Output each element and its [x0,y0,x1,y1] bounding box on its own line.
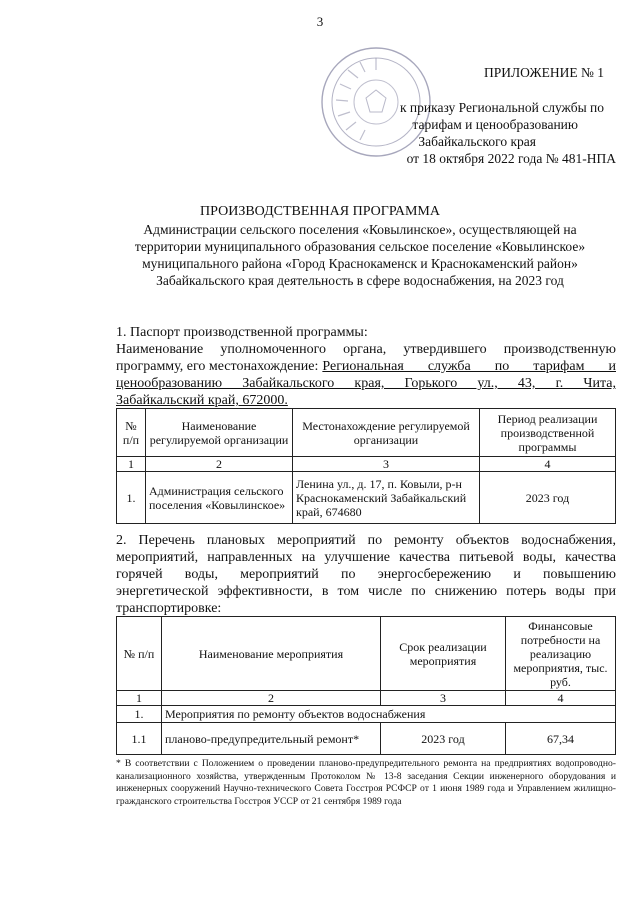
activities-table-row [117,723,616,755]
activities-header-num: № п/п [117,617,162,691]
section1-line-1: Наименование уполномоченного органа, утвердившего производственную [116,342,616,357]
activities-row-term: 2023 год [381,723,506,755]
activities-table-numbering-row [117,691,616,706]
activities-numbering-3: 3 [381,691,506,706]
passport-table-row [117,472,616,524]
appendix-line-1: к приказу Региональной службы по [399,100,604,115]
activities-row-amount: 67,34 [506,723,616,755]
appendix-line-3: Забайкальского края [418,134,536,149]
appendix-line-2: тарифам и ценообразованию [412,117,578,132]
passport-numbering-2: 2 [146,457,293,472]
appendix-line-4: от 18 октября 2022 года № 481-НПА [406,151,616,166]
passport-header-period: Период реализации производственной программы [480,409,616,457]
section2-line-2: мероприятий, направленных на улучшение качества питьевой воды, качества [116,550,616,565]
passport-row-period: 2023 год [480,472,616,524]
passport-table-header-row [117,409,616,457]
activities-group-num: 1. [117,706,162,723]
passport-row-address: Ленина ул., д. 17, п. Ковыли, р-н Краснокаменский Забайкальский край, 674680 [293,472,480,524]
passport-header-address: Местонахождение регулируемой организации [293,409,480,457]
passport-numbering-4: 4 [480,457,616,472]
activities-table-group-row [117,706,616,723]
activities-header-name: Наименование мероприятия [162,617,381,691]
section1-line-3: ценообразованию Забайкальского края, Горького ул., 43, г. Чита, [116,376,616,391]
document-title: ПРОИЗВОДСТВЕННАЯ ПРОГРАММА [200,204,440,219]
passport-row-num: 1. [117,472,146,524]
section1-line-2 [116,358,616,375]
activities-header-term: Срок реализации мероприятия [381,617,506,691]
section2-line-1: 2. Перечень плановых мероприятий по ремонту объектов водоснабжения, [116,533,616,548]
section2-line-3: горячей воды, мероприятий по энергосбережению и повышению [116,567,616,582]
passport-numbering-1: 1 [117,457,146,472]
passport-row-org: Администрация сельского поселения «Ковылинское» [146,472,293,524]
activities-numbering-1: 1 [117,691,162,706]
section1-heading: 1. Паспорт производственной программы: [116,325,368,340]
appendix-title: ПРИЛОЖЕНИЕ № 1 [483,65,604,80]
section1-line-2-plain: программу, его местонахождение: [116,359,319,374]
activities-row-num: 1.1 [117,723,162,755]
section2-line-5: транспортировке: [116,601,222,616]
section1-line-4: Забайкальский край, 672000. [116,393,288,408]
activities-numbering-2: 2 [162,691,381,706]
activities-header-amount: Финансовые потребности на реализацию мероприятия, тыс. руб. [506,617,616,691]
passport-table [116,408,616,524]
activities-group-label: Мероприятия по ремонту объектов водоснабжения [162,706,616,723]
passport-header-org: Наименование регулируемой организации [146,409,293,457]
section2-line-4: энергетической эффективности, в том числе по снижению потерь воды при [116,584,616,599]
passport-numbering-3: 3 [293,457,480,472]
section1-line-2-underlined: Региональная служба по тарифам и [322,359,616,374]
document-subtitle: Администрации сельского поселения «Ковылинское», осуществляющей на территории муниципального образования сельское поселение «Ковылинское» муниципального района «Город Краснокаменск и Краснокаменский район» Забайкальского края деятельность в сфере водоснабжения, на 2023 год [134,222,586,288]
footnote: * В соответствии с Положением о проведении планово-предупредительного ремонта на предприятиях водопроводно-канализационного хозяйства, утвержденным Протоколом № 13-8 заседания Секции инженерного оборудования и инженерных сооружений Научно-технического Совета Госстроя РСФСР от 1 июня 1989 года и Управлением жилищно-гражданского строительства Госстроя УССР от 21 сентября 1989 года [116,758,616,807]
passport-table-numbering-row [117,457,616,472]
activities-table [116,616,616,755]
page-number: 3 [316,14,324,29]
passport-header-num: № п/п [117,409,146,457]
activities-row-name: планово-предупредительный ремонт* [162,723,381,755]
activities-table-header-row [117,617,616,691]
activities-numbering-4: 4 [506,691,616,706]
